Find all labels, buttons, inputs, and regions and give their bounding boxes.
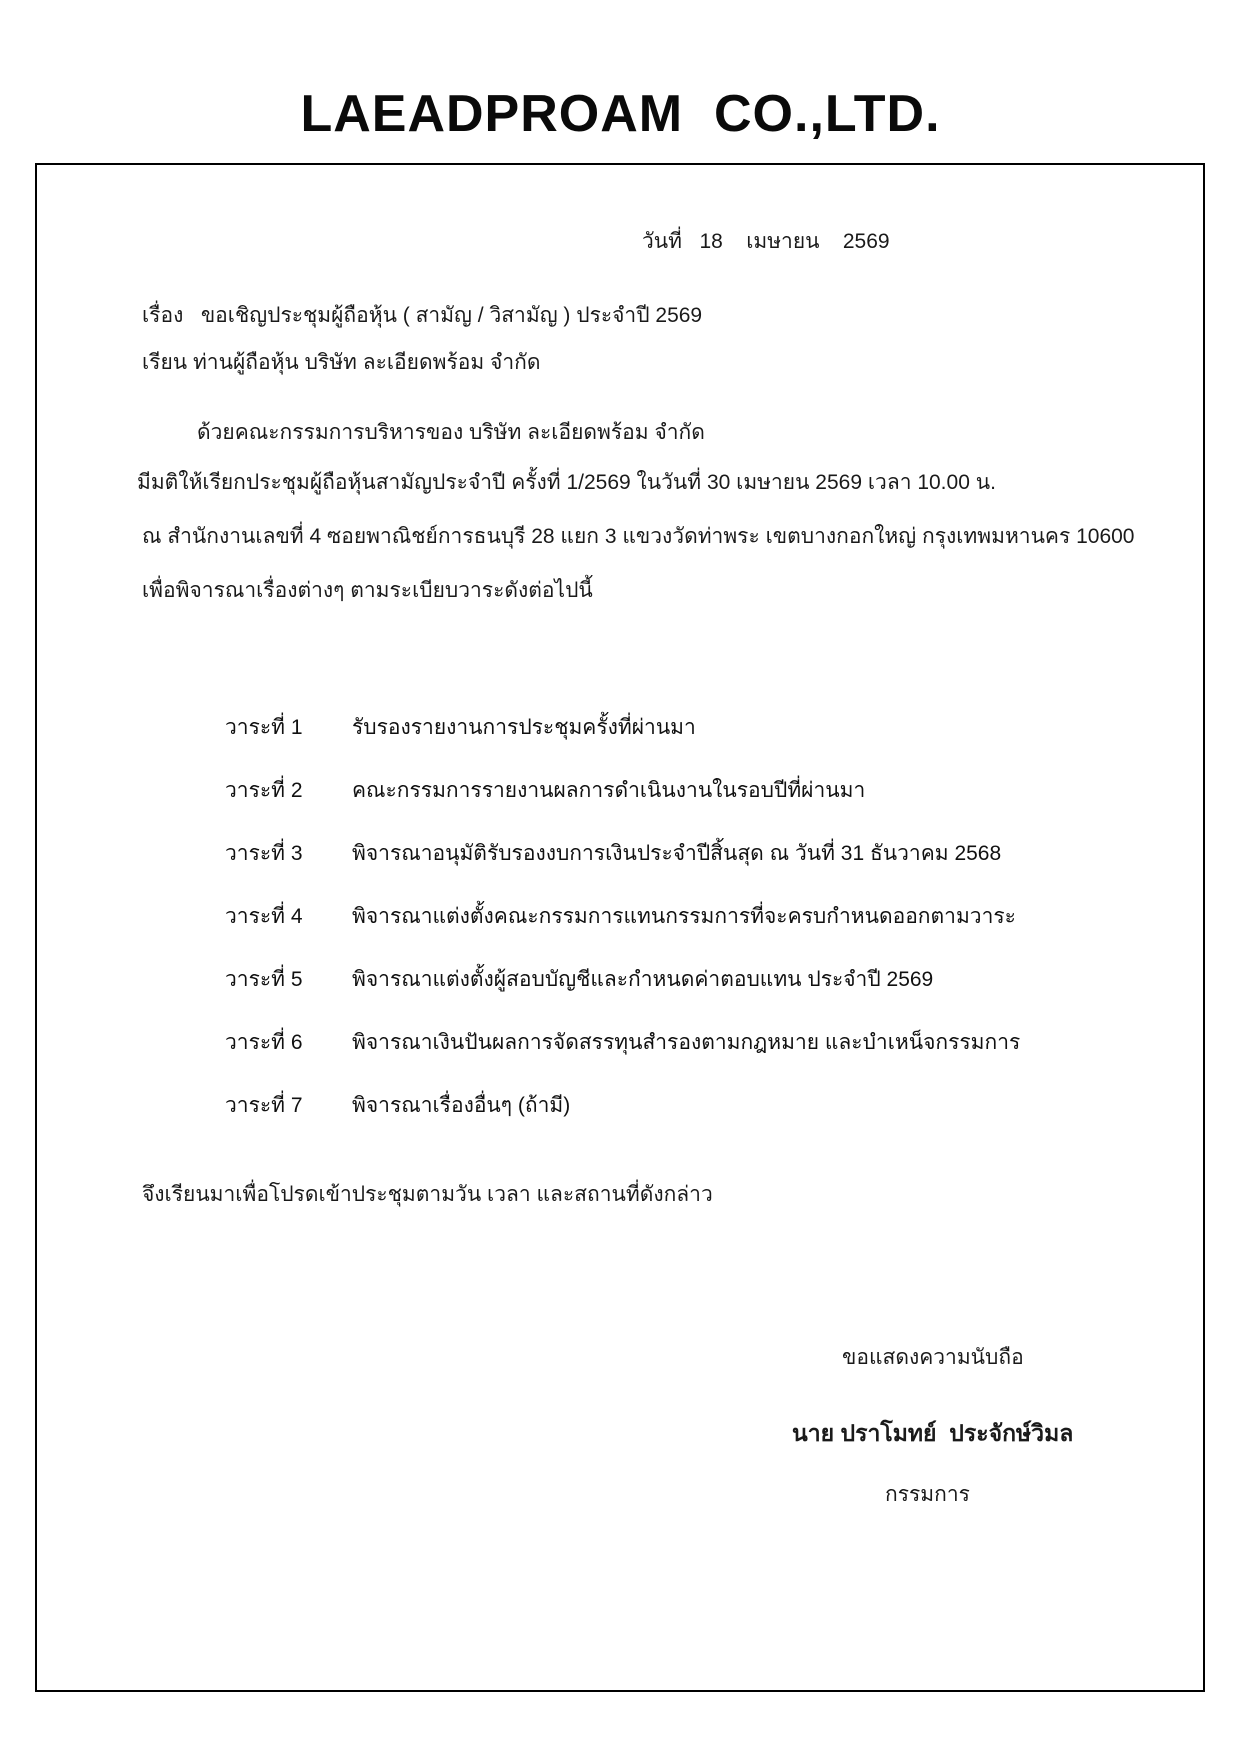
body-paragraph-line-4: เพื่อพิจารณาเรื่องต่างๆ ตามระเบียบวาระดังต่อไปนี้ <box>142 579 593 602</box>
agenda-item-6 <box>225 1028 1145 1058</box>
agenda-item-label: วาระที่ 3 <box>225 842 303 865</box>
agenda-item-text: พิจารณาอนุมัติรับรองงบการเงินประจำปีสิ้นสุด ณ วันที่ 31 ธันวาคม 2568 <box>352 842 1002 865</box>
body-paragraph-line-3: ณ สำนักงานเลขที่ 4 ซอยพาณิชย์การธนบุรี 28 แยก 3 แขวงวัดท่าพระ เขตบางกอกใหญ่ กรุงเทพมหานคร 10600 <box>142 525 1135 548</box>
closing-line: จึงเรียนมาเพื่อโปรดเข้าประชุมตามวัน เวลา และสถานที่ดังกล่าว <box>142 1183 713 1206</box>
agenda-item-label: วาระที่ 4 <box>225 905 303 928</box>
body-paragraph-line-1: ด้วยคณะกรรมการบริหารของ บริษัท ละเอียดพร้อม จำกัด <box>197 421 705 444</box>
agenda-item-label: วาระที่ 2 <box>225 779 303 802</box>
agenda-item-1 <box>225 713 1145 743</box>
agenda-item-label: วาระที่ 1 <box>225 716 303 739</box>
signer-title: กรรมการ <box>885 1483 970 1506</box>
signoff-salutation: ขอแสดงความนับถือ <box>842 1346 1024 1369</box>
date-line: วันที่ 18 เมษายน 2569 <box>642 230 890 253</box>
agenda-item-label: วาระที่ 7 <box>225 1094 303 1117</box>
company-header: LAEADPROAM CO.,LTD. <box>300 85 941 143</box>
agenda-item-text: พิจารณาเงินปันผลการจัดสรรทุนสำรองตามกฎหมาย และบำเหน็จกรรมการ <box>352 1031 1021 1054</box>
agenda-item-text: คณะกรรมการรายงานผลการดำเนินงานในรอบปีที่ผ่านมา <box>352 779 866 802</box>
agenda-item-2 <box>225 776 1145 806</box>
recipient-line: เรียน ท่านผู้ถือหุ้น บริษัท ละเอียดพร้อม จำกัด <box>142 351 541 374</box>
agenda-item-label: วาระที่ 6 <box>225 1031 303 1054</box>
agenda-item-4 <box>225 902 1145 932</box>
agenda-item-text: พิจารณาเรื่องอื่นๆ (ถ้ามี) <box>352 1094 571 1117</box>
letter-border-box <box>35 163 1205 1692</box>
agenda-item-label: วาระที่ 5 <box>225 968 303 991</box>
agenda-item-7 <box>225 1091 1145 1121</box>
agenda-item-3 <box>225 839 1145 869</box>
signer-name: นาย ปราโมทย์ ประจักษ์วิมล <box>792 1420 1074 1446</box>
agenda-list <box>225 713 1145 1154</box>
agenda-item-text: พิจารณาแต่งตั้งคณะกรรมการแทนกรรมการที่จะครบกำหนดออกตามวาระ <box>352 905 1016 928</box>
agenda-item-text: พิจารณาแต่งตั้งผู้สอบบัญชีและกำหนดค่าตอบแทน ประจำปี 2569 <box>352 968 934 991</box>
subject-line: เรื่อง ขอเชิญประชุมผู้ถือหุ้น ( สามัญ / วิสามัญ ) ประจำปี 2569 <box>142 304 703 327</box>
agenda-item-text: รับรองรายงานการประชุมครั้งที่ผ่านมา <box>352 716 696 739</box>
agenda-item-5 <box>225 965 1145 995</box>
body-paragraph-line-2: มีมติให้เรียกประชุมผู้ถือหุ้นสามัญประจำปี ครั้งที่ 1/2569 ในวันที่ 30 เมษายน 2569 เวลา 10.00 น. <box>137 471 996 494</box>
